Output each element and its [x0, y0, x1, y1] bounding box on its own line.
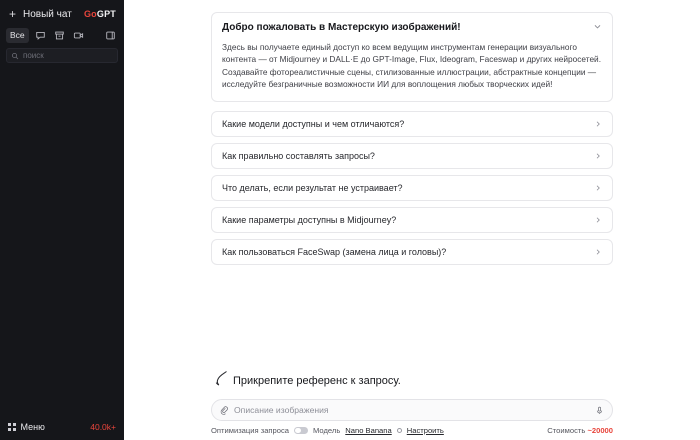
faq-item-faceswap[interactable] — [211, 239, 613, 265]
faq-item-midjourney-params[interactable] — [211, 207, 613, 233]
paperclip-icon[interactable] — [220, 406, 229, 415]
faq-label: Как правильно составлять запросы? — [222, 150, 375, 161]
logo-rest: GPT — [96, 9, 116, 19]
model-select[interactable]: Nano Banana — [345, 426, 392, 435]
welcome-body: Здесь вы получаете единый доступ ко всем ведущим инструментам генерации визуального контента — от Midjourney и DALL·E до GPT-Image, Flux, Ideogram, Faceswap и других нейросетей. Создавайте фотореалистичные сцены, стилизованные иллюстрации, абстрактные концепции — исследуйте безграничные возможности ИИ для воплощения любых творческих идей! — [222, 42, 601, 90]
credits-badge[interactable]: 40.0k+ — [90, 422, 116, 432]
search-placeholder: поиск — [23, 51, 44, 60]
prompt-composer[interactable] — [211, 399, 613, 421]
faq-label: Что делать, если результат не устраивает? — [222, 182, 403, 193]
attach-hint-text: Прикрепите референс к запросу. — [233, 375, 401, 387]
attach-hint — [124, 370, 700, 388]
cost-label: Стоимость — [547, 426, 586, 435]
composer-options — [211, 426, 613, 435]
sidebar — [0, 0, 124, 440]
faq-item-models[interactable] — [211, 111, 613, 137]
search-icon — [11, 52, 19, 60]
faq-label: Какие параметры доступны в Midjourney? — [222, 214, 397, 225]
status-dot-icon — [397, 428, 402, 433]
new-chat-plus-icon[interactable]: + — [8, 7, 16, 21]
optimize-label: Оптимизация запроса — [211, 426, 290, 435]
chat-icon[interactable] — [33, 29, 48, 43]
logo-accent: Go — [83, 9, 97, 19]
chevron-right-icon[interactable] — [594, 120, 602, 128]
content-column — [211, 0, 613, 271]
chat-list — [0, 63, 124, 418]
chevron-right-icon[interactable] — [594, 184, 602, 192]
menu-button[interactable]: Меню — [20, 422, 45, 432]
faq-item-prompts[interactable] — [211, 143, 613, 169]
model-label: Модель — [313, 426, 341, 435]
panel-icon[interactable] — [103, 29, 118, 43]
microphone-icon[interactable] — [595, 406, 604, 415]
faq-label: Как пользоваться FaceSwap (замена лица и головы)? — [222, 246, 447, 257]
welcome-card — [211, 12, 613, 102]
search-input[interactable] — [6, 48, 118, 63]
sidebar-footer — [0, 418, 124, 440]
attach-hint-inner — [211, 370, 613, 388]
welcome-title: Добро пожаловать в Мастерскую изображений! — [222, 22, 461, 33]
app-logo — [84, 9, 116, 19]
sidebar-header — [0, 0, 124, 26]
chevron-down-icon[interactable] — [593, 22, 602, 31]
cost-value: ~20000 — [587, 426, 613, 435]
settings-link[interactable]: Настроить — [406, 426, 444, 435]
composer-area — [124, 399, 700, 440]
chevron-right-icon[interactable] — [594, 152, 602, 160]
chevron-right-icon[interactable] — [594, 216, 602, 224]
prompt-input[interactable]: Описание изображения — [234, 405, 329, 415]
chevron-right-icon[interactable] — [594, 248, 602, 256]
video-icon[interactable] — [71, 29, 86, 43]
welcome-card-header[interactable] — [222, 21, 602, 34]
grid-menu-icon[interactable] — [8, 423, 16, 431]
sidebar-toolbar — [0, 26, 124, 48]
main-area — [124, 0, 700, 440]
optimize-toggle[interactable] — [294, 427, 308, 435]
curved-arrow-icon — [215, 370, 229, 388]
faq-label: Какие модели доступны и чем отличаются? — [222, 118, 405, 129]
cost-indicator — [547, 426, 613, 435]
faq-item-bad-result[interactable] — [211, 175, 613, 201]
new-chat-button[interactable]: Новый чат — [23, 8, 72, 20]
filter-chip-all[interactable]: Все — [6, 28, 29, 43]
archive-icon[interactable] — [52, 29, 67, 43]
